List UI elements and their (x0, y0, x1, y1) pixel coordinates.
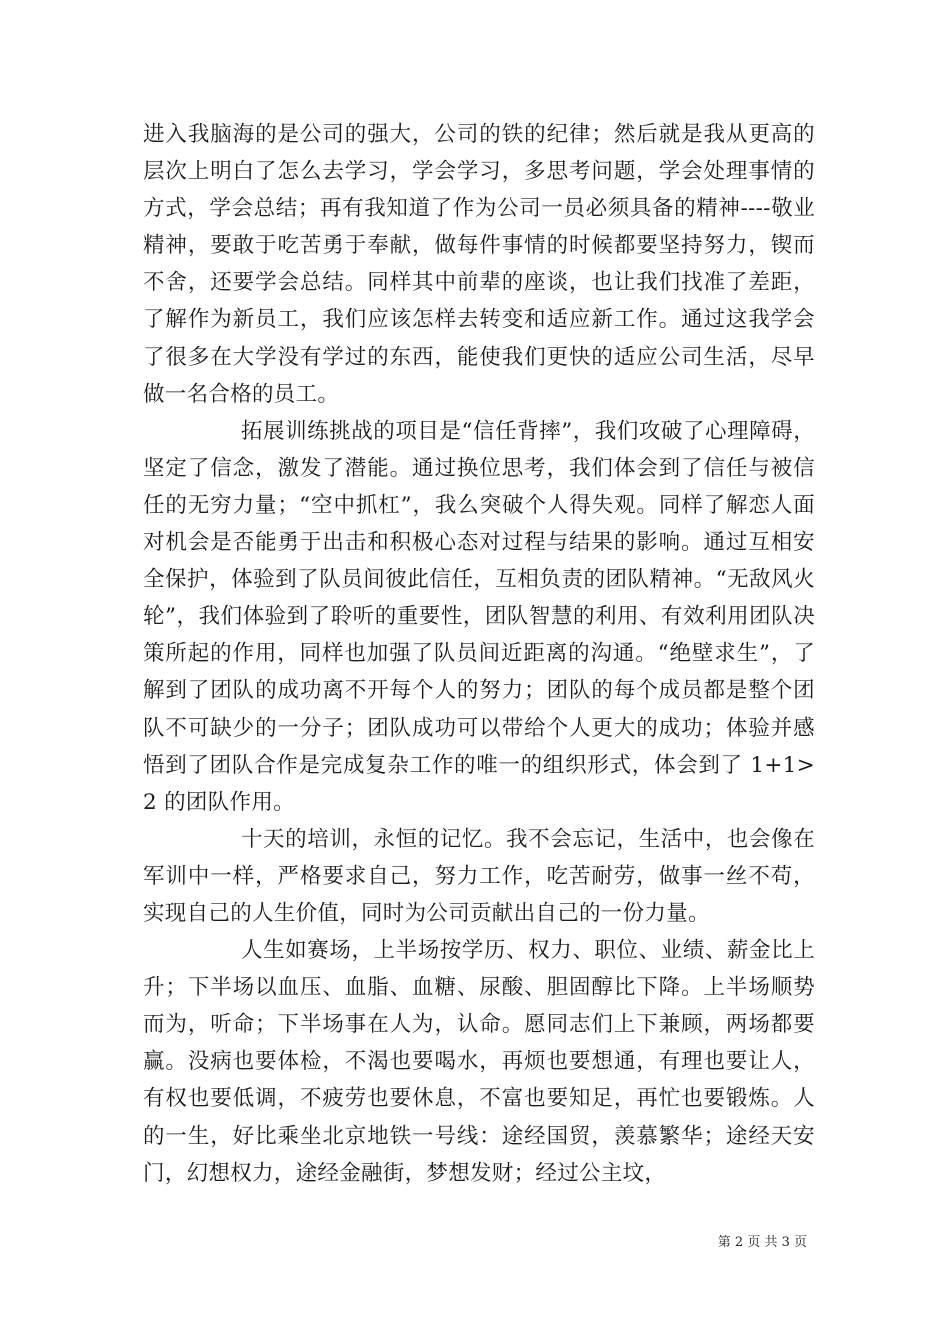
paragraph-3: 十天的培训，永恒的记忆。我不会忘记，生活中，也会像在军训中一样，严格要求自己，努力工作，吃苦耐劳，做事一丝不苟，实现自己的人生价值，同时为公司贡献出自己的一份力量。 (143, 826, 815, 926)
paragraph-1: 进入我脑海的是公司的强大，公司的铁的纪律；然后就是我从更高的层次上明白了怎么去学习，学会学习，多思考问题，学会处理事情的方式，学会总结；再有我知道了作为公司一员必须具备的精神----敬业精神，要敢于吃苦勇于奉献，做每件事情的时候都要坚持努力，锲而不舍，还要学会总结。同样其中前辈的座谈，也让我们找准了差距，了解作为新员工，我们应该怎样去转变和适应新工作。通过这我学会了很多在大学没有学过的东西，能使我们更快的适应公司生活，尽早做一名合格的员工。 (143, 122, 815, 407)
paragraph-2: 拓展训练挑战的项目是“信任背摔”，我们攻破了心理障碍，坚定了信念，激发了潜能。通过换位思考，我们体会到了信任与被信任的无穷力量；“空中抓杠”，我么突破个人得失观。同样了解恋人面对机会是否能勇于出击和积极心态对过程与结果的影响。通过互相安全保护，体验到了队员间彼此信任，互相负责的团队精神。“无敌风火轮”，我们体验到了聆听的重要性，团队智慧的利用、有效利用团队决策所起的作用，同样也加强了队员间近距离的沟通。“绝壁求生”，了解到了团队的成功离不开每个人的努力；团队的每个成员都是整个团队不可缺少的一分子；团队成功可以带给个人更大的成功；体验并感悟到了团队合作是完成复杂工作的唯一的组织形式，体会到了 1+1>2 的团队作用。 (143, 418, 815, 815)
paragraph-4: 人生如赛场，上半场按学历、权力、职位、业绩、薪金比上升；下半场以血压、血脂、血糖、尿酸、胆固醇比下降。上半场顺势而为，听命；下半场事在人为，认命。愿同志们上下兼顾，两场都要赢。没病也要体检，不渴也要喝水，再烦也要想通，有理也要让人，有权也要低调，不疲劳也要休息，不富也要知足，再忙也要锻炼。人的一生，好比乘坐北京地铁一号线：途经国贸，羡慕繁华；途经天安门，幻想权力，途经金融街，梦想发财；经过公主坟， (143, 938, 815, 1186)
document-body (143, 116, 815, 1192)
page-number-footer: 第 2 页 共 3 页 (717, 1235, 807, 1250)
